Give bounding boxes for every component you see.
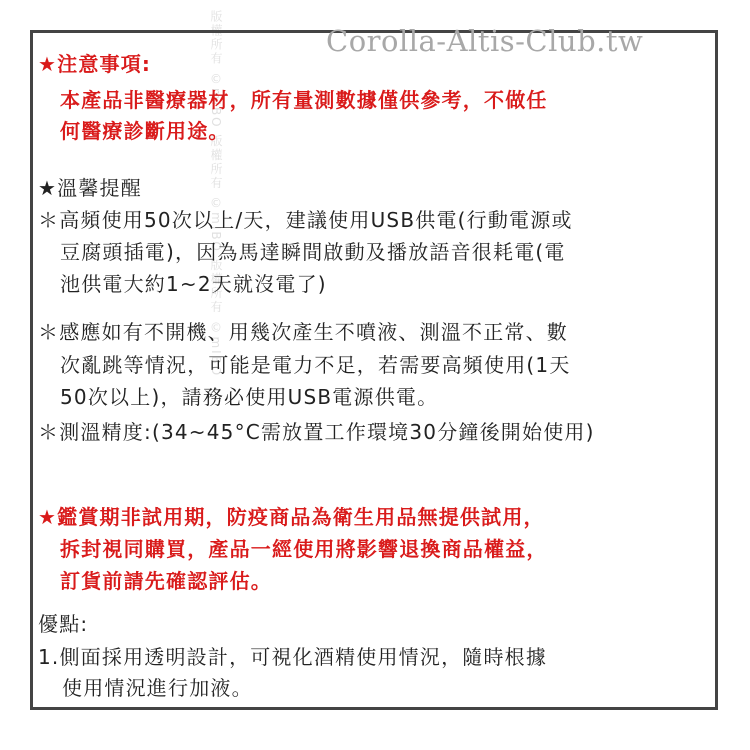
tips-title: ★溫馨提醒 (38, 176, 142, 200)
notice-line-2: 何醫療診斷用途。 (60, 119, 230, 143)
tips-item2-line-2: 次亂跳等情況，可能是電力不足，若需要高頻使用(1天 (60, 353, 571, 377)
advantages-line-1: 1.側面採用透明設計，可視化酒精使用情況，隨時根據 (38, 645, 548, 669)
notice-line-1: 本產品非醫療器材，所有量測數據僅供參考，不做任 (60, 88, 548, 112)
advantages-line-2: 使用情況進行加液。 (62, 676, 253, 700)
tips-item3: ＊測溫精度:(34~45°C需放置工作環境30分鐘後開始使用) (38, 420, 595, 444)
warning-line-1: ★鑑賞期非試用期，防疫商品為衛生用品無提供試用， (38, 505, 545, 529)
tips-item1-line-1: ＊高頻使用50次以上/天，建議使用USB供電(行動電源或 (38, 208, 573, 232)
tips-item2-line-3: 50次以上)，請務必使用USB電源供電。 (60, 385, 439, 409)
tips-item1-line-2: 豆腐頭插電)，因為馬達瞬間啟動及播放語音很耗電(電 (60, 240, 566, 264)
warning-line-3: 訂貨前請先確認評估。 (60, 569, 272, 593)
notice-title: ★注意事項: (38, 52, 152, 76)
tips-item2-line-1: ＊感應如有不開機、用幾次產生不噴液、測溫不正常、數 (38, 320, 568, 344)
advantages-title: 優點: (38, 612, 89, 636)
site-watermark: Corolla-Altis-Club.tw (326, 24, 644, 58)
warning-line-2: 拆封視同購買，產品一經使用將影響退換商品權益， (60, 537, 548, 561)
side-watermark-text: 版權所有 ©mIBO 版權所有 ©mIBO 版權所有 ©mIBO (209, 10, 223, 378)
tips-item1-line-3: 池供電大約1~2天就沒電了) (60, 272, 327, 296)
